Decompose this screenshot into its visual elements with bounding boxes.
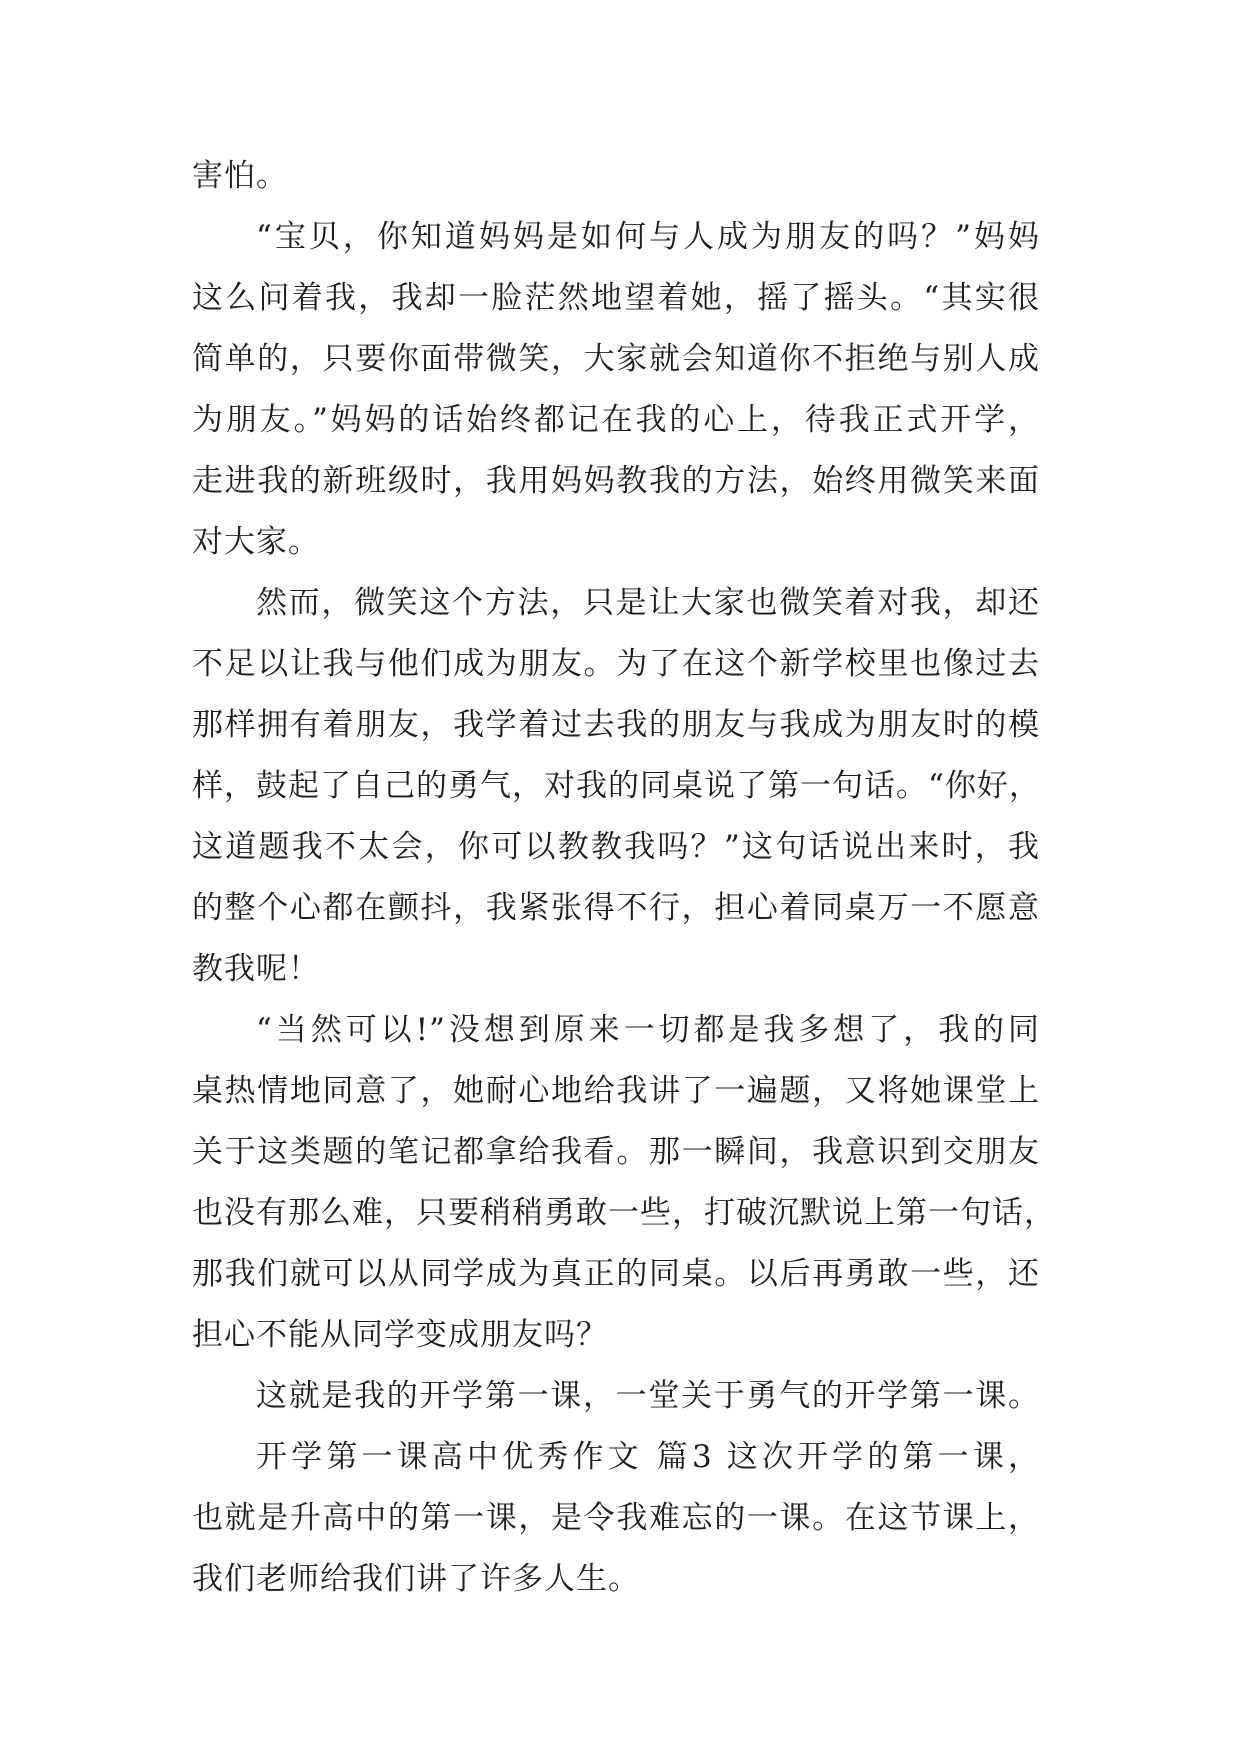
text-line: 那样拥有着朋友，我学着过去我的朋友与我成为朋友时的模 [192, 707, 1040, 743]
text-line: 这就是我的开学第一课，一堂关于勇气的开学第一课。 [256, 1378, 1040, 1414]
text-line: 的整个心都在颤抖，我紧张得不行，担心着同桌万一不愿意 [192, 890, 1040, 926]
text-line: 样，鼓起了自己的勇气，对我的同桌说了第一句话。“你好， [192, 768, 1041, 804]
text-line: 我们老师给我们讲了许多人生。 [192, 1561, 640, 1597]
text-line: 对大家。 [192, 524, 320, 560]
essay-body [192, 146, 1072, 1610]
text-line: 桌热情地同意了，她耐心地给我讲了一遍题，又将她课堂上 [192, 1073, 1040, 1109]
text-line: 这道题我不太会，你可以教教我吗？”这句话说出来时，我 [192, 829, 1040, 865]
text-line: 也就是升高中的第一课，是令我难忘的一课。在这节课上， [192, 1500, 1040, 1536]
text-line: 不足以让我与他们成为朋友。为了在这个新学校里也像过去 [192, 646, 1040, 682]
text-line: 担心不能从同学变成朋友吗？ [192, 1317, 608, 1353]
text-line: 开学第一课高中优秀作文 篇3 这次开学的第一课， [256, 1439, 1040, 1475]
text-line: 简单的，只要你面带微笑，大家就会知道你不拒绝与别人成 [192, 341, 1040, 377]
text-line: “宝贝，你知道妈妈是如何与人成为朋友的吗？”妈妈 [256, 219, 1040, 255]
text-line: 然而，微笑这个方法，只是让大家也微笑着对我，却还 [256, 585, 1040, 621]
text-line: 这么问着我，我却一脸茫然地望着她，摇了摇头。“其实很 [192, 280, 1040, 316]
text-line: 走进我的新班级时，我用妈妈教我的方法，始终用微笑来面 [192, 463, 1040, 499]
text-line: 那我们就可以从同学成为真正的同桌。以后再勇敢一些，还 [192, 1256, 1040, 1292]
text-line: 关于这类题的笔记都拿给我看。那一瞬间，我意识到交朋友 [192, 1134, 1040, 1170]
text-line: “当然可以!”没想到原来一切都是我多想了，我的同 [256, 1012, 1040, 1048]
text-line: 也没有那么难，只要稍稍勇敢一些，打破沉默说上第一句话， [192, 1195, 1056, 1231]
text-line: 为朋友。”妈妈的话始终都记在我的心上，待我正式开学， [192, 402, 1040, 438]
text-line: 害怕。 [192, 158, 288, 194]
text-line: 教我呢！ [192, 951, 320, 987]
